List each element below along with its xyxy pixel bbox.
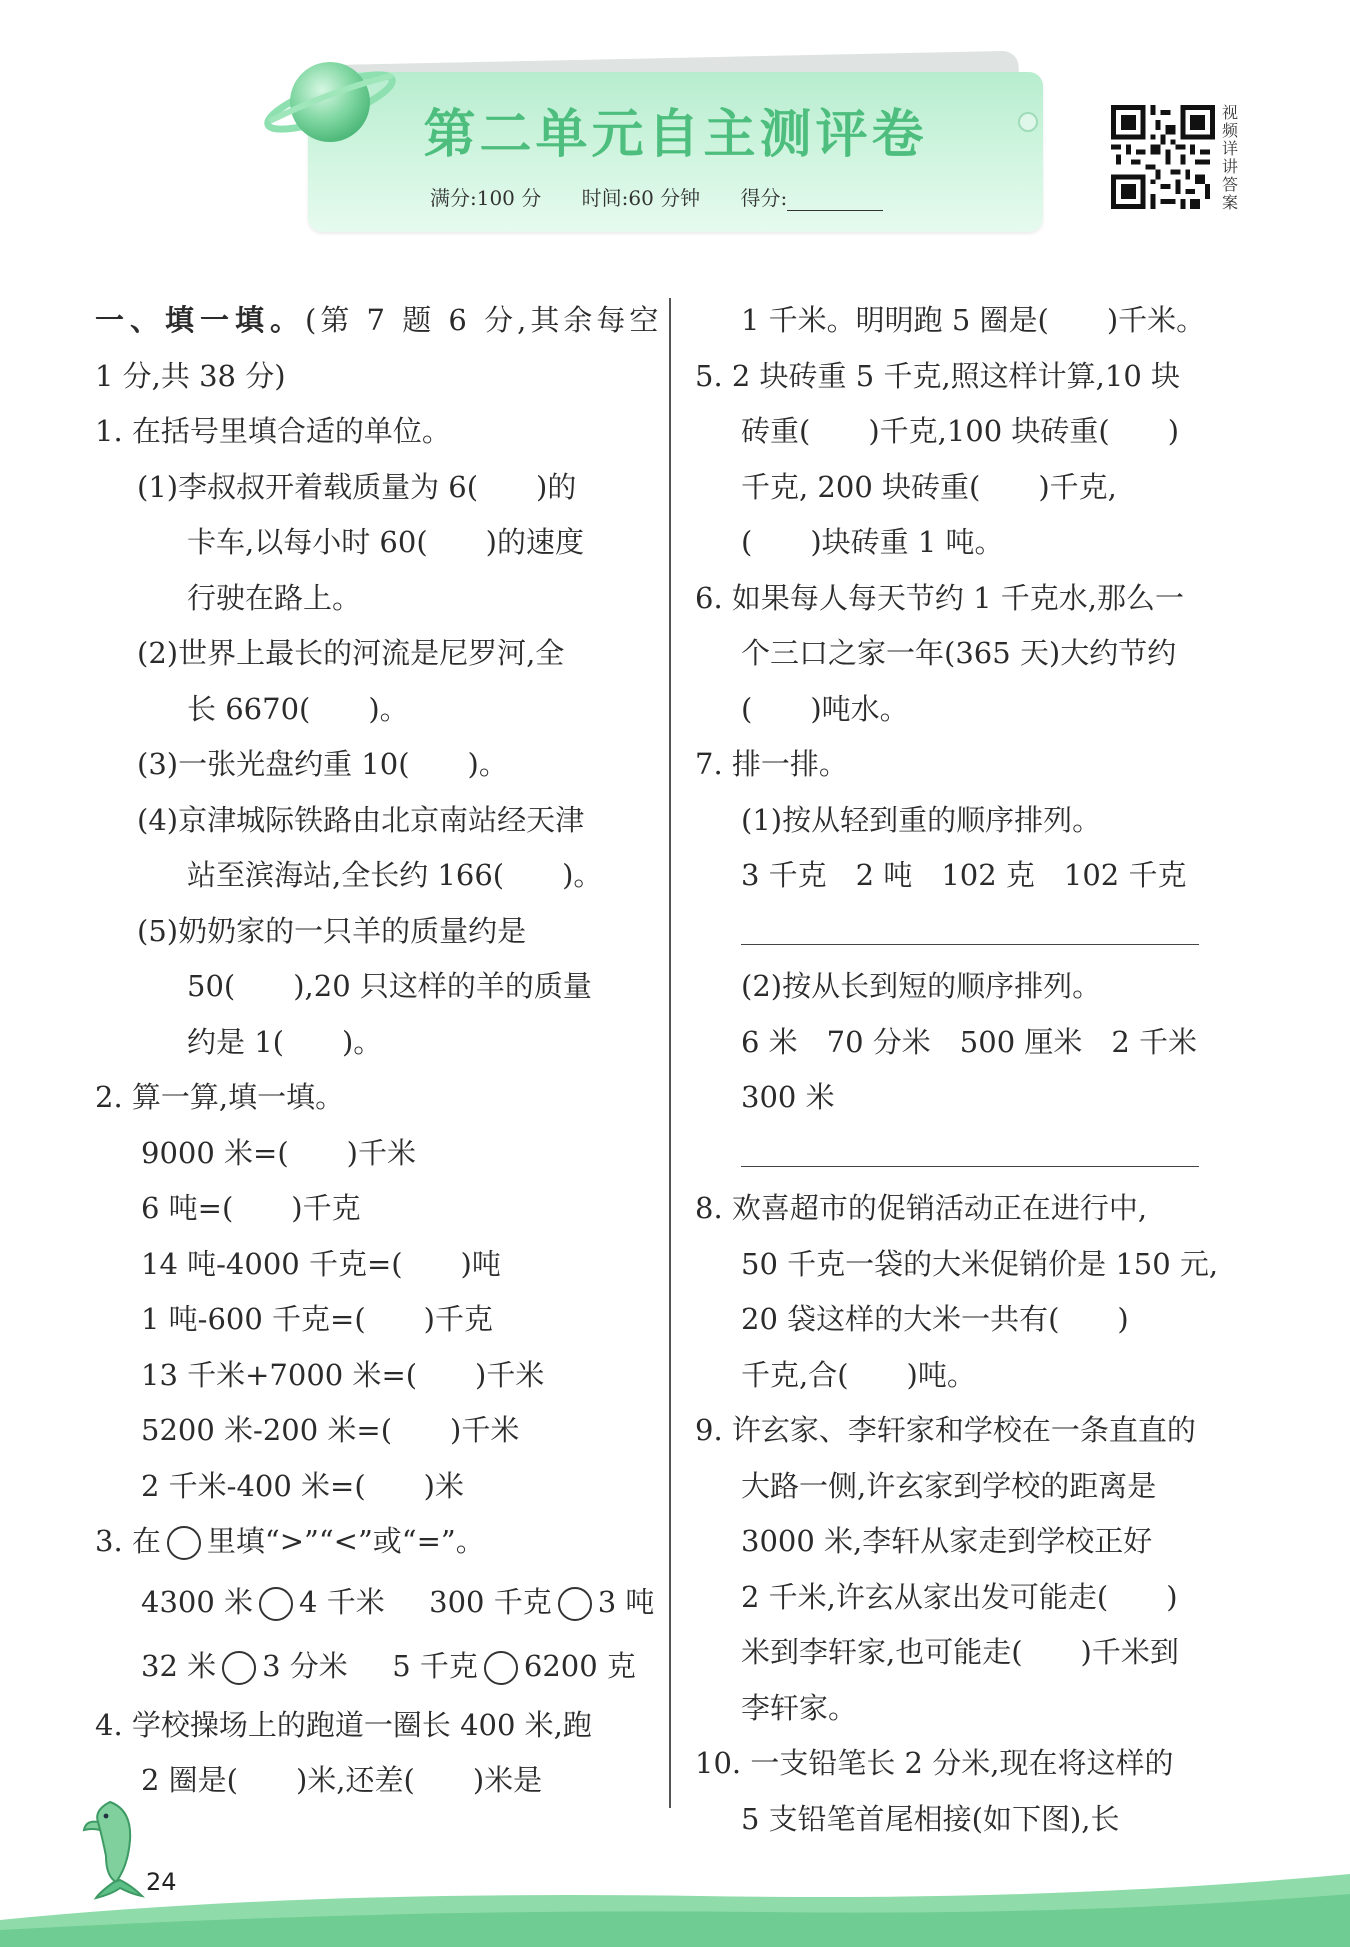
question-line: 站至滨海站,全长约 166( )。	[187, 858, 603, 892]
question-line: 米到李轩家,也可能走( )千米到	[741, 1635, 1179, 1669]
compare-row: 32 米 3 分米 5 千克 6200 克	[141, 1648, 636, 1683]
calc-line: 13 千米+7000 米=( )千米	[141, 1357, 545, 1392]
question-line: 卡车,以每小时 60( )的速度	[187, 525, 584, 559]
sort-items: 3 千克 2 吨 102 克 102 千克	[741, 858, 1187, 892]
compare-circle-icon	[259, 1587, 293, 1621]
question-line: 长 6670( )。	[187, 691, 409, 726]
question-7: 7. 排一排。	[695, 747, 848, 781]
question-5: 5. 2 块砖重 5 千克,照这样计算,10 块	[695, 358, 1181, 393]
calc-line: 14 吨-4000 千克=( )吨	[141, 1246, 501, 1281]
section-heading: 一、填一填。(第 7 题 6 分,其余每空	[95, 303, 663, 337]
question-line: 约是 1( )。	[187, 1024, 383, 1059]
question-line: 个三口之家一年(365 天)大约节约	[741, 636, 1177, 670]
question-line: (1)李叔叔开着载质量为 6( )的	[137, 469, 577, 504]
question-4: 4. 学校操场上的跑道一圈长 400 米,跑	[95, 1707, 592, 1742]
question-line: 大路一侧,许玄家到学校的距离是	[741, 1468, 1157, 1503]
question-line: 千克,合( )吨。	[741, 1357, 976, 1392]
question-line: 李轩家。	[741, 1690, 858, 1725]
question-line: 3000 米,李轩从家走到学校正好	[741, 1524, 1153, 1558]
qr-label: 视频详讲答案	[1222, 103, 1239, 212]
column-divider	[669, 298, 671, 1808]
sort-items: 6 米 70 分米 500 厘米 2 千米	[741, 1024, 1198, 1059]
question-line: ( )吨水。	[741, 691, 909, 726]
answer-line	[741, 1166, 1199, 1168]
compare-circle-icon	[558, 1587, 592, 1621]
question-line: 20 袋这样的大米一共有( )	[741, 1302, 1129, 1336]
calc-line: 2 千米-400 米=( )米	[141, 1468, 464, 1503]
question-line: 砖重( )千克,100 块砖重( )	[741, 414, 1180, 448]
dolphin-icon	[80, 1796, 150, 1900]
question-9: 9. 许玄家、李轩家和学校在一条直直的	[695, 1413, 1196, 1447]
question-line: (3)一张光盘约重 10( )。	[137, 747, 508, 781]
calc-line: 5200 米-200 米=( )千米	[141, 1413, 520, 1447]
calc-line: 6 吨=( )千克	[141, 1191, 361, 1225]
question-2: 2. 算一算,填一填。	[95, 1080, 345, 1114]
page-number: 24	[146, 1868, 177, 1896]
compare-row: 4300 米 4 千米 300 千克 3 吨	[141, 1584, 655, 1619]
question-line: (2)世界上最长的河流是尼罗河,全	[137, 636, 565, 670]
page-title: 第二单元自主测评卷	[423, 105, 928, 165]
question-line: 行驶在路上。	[187, 580, 362, 615]
score-blank	[787, 192, 883, 211]
question-line: (2)按从长到短的顺序排列。	[741, 969, 1102, 1003]
compare-circle-icon	[484, 1651, 518, 1685]
right-column	[695, 293, 1255, 1847]
left-column	[95, 293, 663, 1809]
question-6: 6. 如果每人每天节约 1 千克水,那么一	[695, 580, 1184, 615]
question-line: 千克, 200 块砖重( )千克,	[741, 469, 1117, 504]
sort-items: 300 米	[741, 1080, 835, 1114]
question-line: 5 支铅笔首尾相接(如下图),长	[741, 1801, 1120, 1836]
score-meta	[430, 182, 917, 211]
question-line: (1)按从轻到重的顺序排列。	[741, 802, 1102, 837]
calc-line: 1 吨-600 千克=( )千克	[141, 1302, 493, 1336]
compare-circle-icon	[222, 1651, 256, 1685]
question-line: 50 千克一袋的大米促销价是 150 元,	[741, 1246, 1219, 1281]
question-line: (5)奶奶家的一只羊的质量约是	[137, 913, 527, 948]
score-label: 得分:	[740, 186, 788, 210]
question-1: 1. 在括号里填合适的单位。	[95, 414, 451, 448]
calc-line: 9000 米=( )千米	[141, 1135, 416, 1170]
question-line: 1 千米。明明跑 5 圈是( )千米。	[741, 303, 1206, 337]
question-line: (4)京津城际铁路由北京南站经天津	[137, 802, 585, 837]
question-line: 50( ),20 只这样的羊的质量	[187, 969, 592, 1003]
question-10: 10. 一支铅笔长 2 分米,现在将这样的	[695, 1746, 1174, 1780]
time-limit: 时间:60 分钟	[581, 186, 701, 210]
footer-wave	[0, 1860, 1350, 1947]
answer-line-wrap	[695, 1126, 1255, 1182]
question-line: 2 圈是( )米,还差( )米是	[141, 1763, 543, 1797]
question-line: ( )块砖重 1 吨。	[741, 525, 1004, 559]
question-line: 2 千米,许玄从家出发可能走( )	[741, 1579, 1178, 1614]
answer-line-wrap	[695, 904, 1255, 960]
compare-circle-icon	[167, 1526, 201, 1560]
question-8: 8. 欢喜超市的促销活动正在进行中,	[695, 1191, 1148, 1225]
question-line: 1 分,共 38 分)	[95, 358, 286, 393]
question-3: 3. 在 里填“>”“<”或“=”。	[95, 1524, 485, 1558]
full-score: 满分:100 分	[430, 186, 542, 210]
qr-code-icon[interactable]	[1108, 105, 1218, 209]
answer-line	[741, 944, 1199, 946]
